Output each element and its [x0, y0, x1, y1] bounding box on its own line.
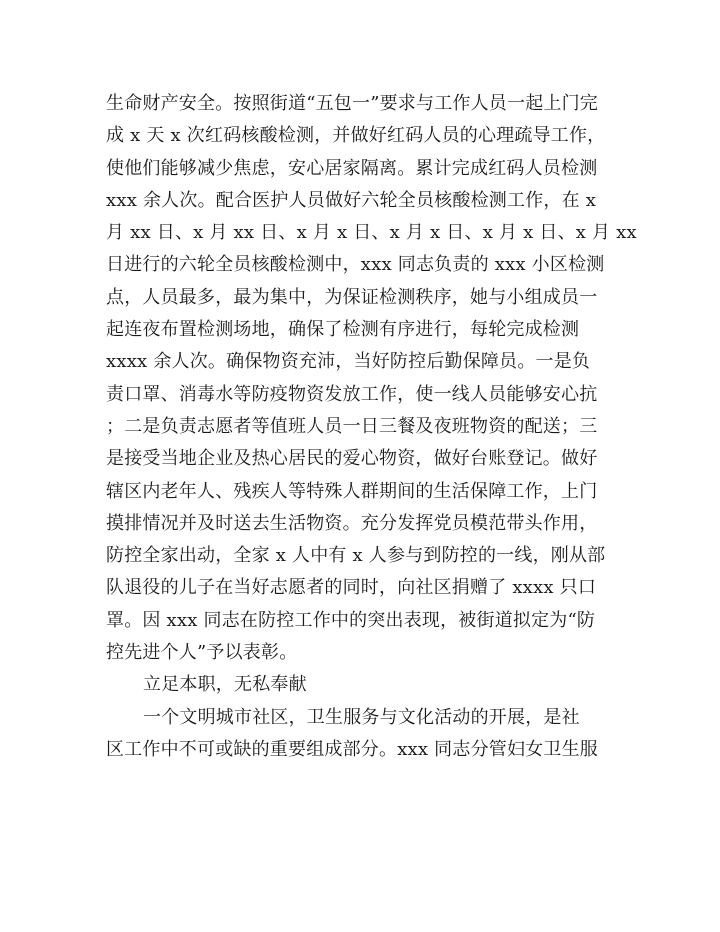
body-line: 辖区内老年人、残疾人等特殊人群期间的生活保障工作，上门: [106, 480, 598, 502]
body-line: ；二是负责志愿者等值班人员一日三餐及夜班物资的配送；三: [106, 415, 598, 437]
body-line: 成 x 天 x 次红码核酸检测，并做好红码人员的心理疏导工作，: [106, 125, 606, 147]
body-line: 生命财产安全。按照街道“五包一”要求与工作人员一起上门完: [106, 93, 599, 114]
body-line: 摸排情况并及时送去生活物资。充分发挥党员模范带头作用，: [106, 512, 598, 534]
body-line: 月 xx 日、x 月 xx 日、x 月 x 日、x 月 x 日、x 月 x 日、x 月 xx: [106, 222, 637, 244]
body-line: 队退役的儿子在当好志愿者的同时，向社区捐赠了 xxxx 只口: [106, 577, 597, 599]
section-heading: 立足本职，无私奉献: [143, 674, 307, 696]
body-line: 一个文明城市社区，卫生服务与文化活动的开展，是社: [143, 706, 580, 728]
body-line: 是接受当地企业及热心居民的爱心物资，做好台账登记。做好: [106, 448, 598, 470]
body-line: 区工作中不可或缺的重要组成部分。xxx 同志分管妇女卫生服: [106, 738, 598, 760]
body-line: 控先进个人”予以表彰。: [106, 642, 298, 664]
body-line: 责口罩、消毒水等防疫物资发放工作，使一线人员能够安心抗: [106, 383, 598, 405]
body-line: 起连夜布置检测场地，确保了检测有序进行，每轮完成检测: [106, 319, 580, 341]
body-line: 使他们能够减少焦虑，安心居家隔离。累计完成红码人员检测: [106, 157, 598, 179]
body-line: 点，人员最多，最为集中，为保证检测秩序，她与小组成员一: [106, 286, 598, 308]
body-line: xxx 余人次。配合医护人员做好六轮全员核酸检测工作，在 x: [106, 189, 597, 211]
body-line: xxxx 余人次。确保物资充沛，当好防控后勤保障员。一是负: [106, 351, 591, 373]
document-body: [106, 88, 637, 766]
body-line: 罩。因 xxx 同志在防控工作中的突出表现，被街道拟定为“防: [106, 609, 596, 631]
body-line: 日进行的六轮全员核酸检测中，xxx 同志负责的 xxx 小区检测: [106, 254, 605, 276]
body-line: 防控全家出动，全家 x 人中有 x 人参与到防控的一线，刚从部: [106, 545, 606, 567]
